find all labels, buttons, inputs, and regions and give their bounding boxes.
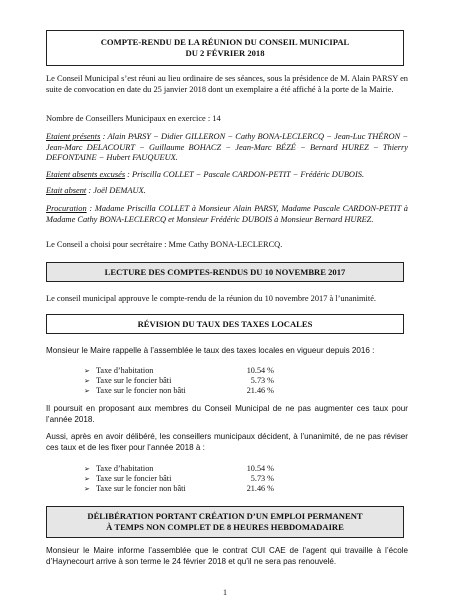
section-heading-emploi (46, 506, 404, 538)
bullet-icon: ➢ (84, 485, 90, 493)
bullet-icon: ➢ (84, 465, 90, 473)
section-heading-taxes (46, 314, 404, 334)
bullet-icon: ➢ (84, 475, 90, 483)
tax-rate-row (84, 376, 284, 386)
tax-rate: 21.46 % (246, 484, 274, 493)
secretaire-paragraph: Le Conseil a choisi pour secrétaire : Mme Cathy BONA-LECLERCQ. (46, 240, 283, 249)
taxes-intro-paragraph: Monsieur le Maire rappelle à l’assemblée le taux des taxes locales en vigueur depuis 2016 : (46, 346, 375, 355)
tax-rates-list-current (84, 366, 284, 396)
section-heading-taxes-text: RÉVISION DU TAUX DES TAXES LOCALES (137, 319, 313, 329)
presents-names: : Alain PARSY − Didier GILLERON − Cathy BONA-LECLERCQ − Jean-Luc THÉRON − Jean-Marc DELACOURT − Guillaume BOHACZ − Jean-Marc BÉZÉ − Bernard HUREZ − Thierry DEFONTAINE − Hubert FAUQUEUX. (46, 132, 408, 163)
conseillers-count: Nombre de Conseillers Municipaux en exercice : 14 (46, 114, 221, 123)
tax-name: Taxe d’habitation (96, 464, 154, 473)
taxes-proposal-paragraph: Il poursuit en proposant aux membres du Conseil Municipal de ne pas augmenter ces taux pour l’année 2018. (46, 404, 408, 424)
section-heading-lecture-text: LECTURE DES COMPTES-RENDUS DU 10 NOVEMBRE 2017 (104, 267, 346, 277)
page-number: 1 (223, 588, 227, 597)
tax-rate-row (84, 366, 284, 376)
intro-paragraph: Le Conseil Municipal s’est réuni au lieu ordinaire de ses séances, sous la présidence de M. Alain PARSY en suite de convocation en date du 25 janvier 2018 dont un exemplaire a été affiché à la porte de la Mairie. (46, 74, 408, 94)
procuration-paragraph (46, 204, 408, 225)
tax-rate-row (84, 474, 284, 484)
excuses-names: : Priscilla COLLET − Pascale CARDON-PETIT − Frédéric DUBOIS. (125, 170, 365, 179)
procuration-text: : Madame Priscilla COLLET à Monsieur Alain PARSY, Madame Pascale CARDON-PETIT à Madame Cathy BONA-LECLERCQ et Monsieur Frédéric DUBOIS à Monsieur Bernard HUREZ. (46, 204, 408, 224)
document-title-line2: DU 2 FÉVRIER 2018 (185, 48, 265, 58)
tax-name: Taxe d’habitation (96, 366, 154, 375)
tax-rate-row (84, 464, 284, 474)
bullet-icon: ➢ (84, 387, 90, 395)
procuration-label: Procuration (46, 204, 87, 213)
tax-rate: 5.73 % (250, 376, 274, 385)
absent-names: : Joël DEMAUX. (86, 186, 146, 195)
tax-rate: 5.73 % (250, 474, 274, 483)
tax-rate: 21.46 % (246, 386, 274, 395)
bullet-icon: ➢ (84, 367, 90, 375)
taxes-decision-paragraph: Aussi, après en avoir délibéré, les conseillers municipaux décident, à l’unanimité, de ne pas réviser ces taux et de les fixer pour l’année 2018 à : (46, 432, 408, 452)
excuses-label: Etaient absents excusés (46, 170, 126, 179)
presents-paragraph (46, 132, 408, 164)
section-heading-emploi-line2: À TEMPS NON COMPLET DE 8 HEURES HEBDOMADAIRE (106, 522, 344, 532)
tax-name: Taxe sur le foncier non bâti (96, 484, 186, 493)
tax-rate-row (84, 484, 284, 494)
absent-label: Etait absent (46, 186, 87, 195)
bullet-icon: ➢ (84, 377, 90, 385)
tax-name: Taxe sur le foncier non bâti (96, 386, 186, 395)
excuses-paragraph (46, 170, 408, 181)
tax-rate: 10.54 % (246, 366, 274, 375)
tax-name: Taxe sur le foncier bâti (96, 376, 172, 385)
lecture-paragraph: Le conseil municipal approuve le compte-rendu de la réunion du 10 novembre 2017 à l’unanimité. (46, 294, 377, 303)
section-heading-lecture (46, 262, 404, 282)
document-title-box (46, 30, 404, 66)
presents-label: Etaient présents (46, 132, 101, 141)
tax-rate: 10.54 % (246, 464, 274, 473)
document-title-line1: COMPTE-RENDU DE LA RÉUNION DU CONSEIL MUNICIPAL (100, 37, 350, 47)
emploi-paragraph: Monsieur le Maire informe l’assemblée que le contrat CUI CAE de l’agent qui travaille à l’école d’Haynecourt arrive à son terme le 24 février 2018 et qu’il ne sera pas renouvelé. (46, 546, 408, 566)
absent-paragraph (46, 186, 408, 197)
tax-rates-list-2018 (84, 464, 284, 494)
section-heading-emploi-line1: DÉLIBÉRATION PORTANT CRÉATION D’UN EMPLOI PERMANENT (87, 511, 363, 521)
tax-name: Taxe sur le foncier bâti (96, 474, 172, 483)
tax-rate-row (84, 386, 284, 396)
